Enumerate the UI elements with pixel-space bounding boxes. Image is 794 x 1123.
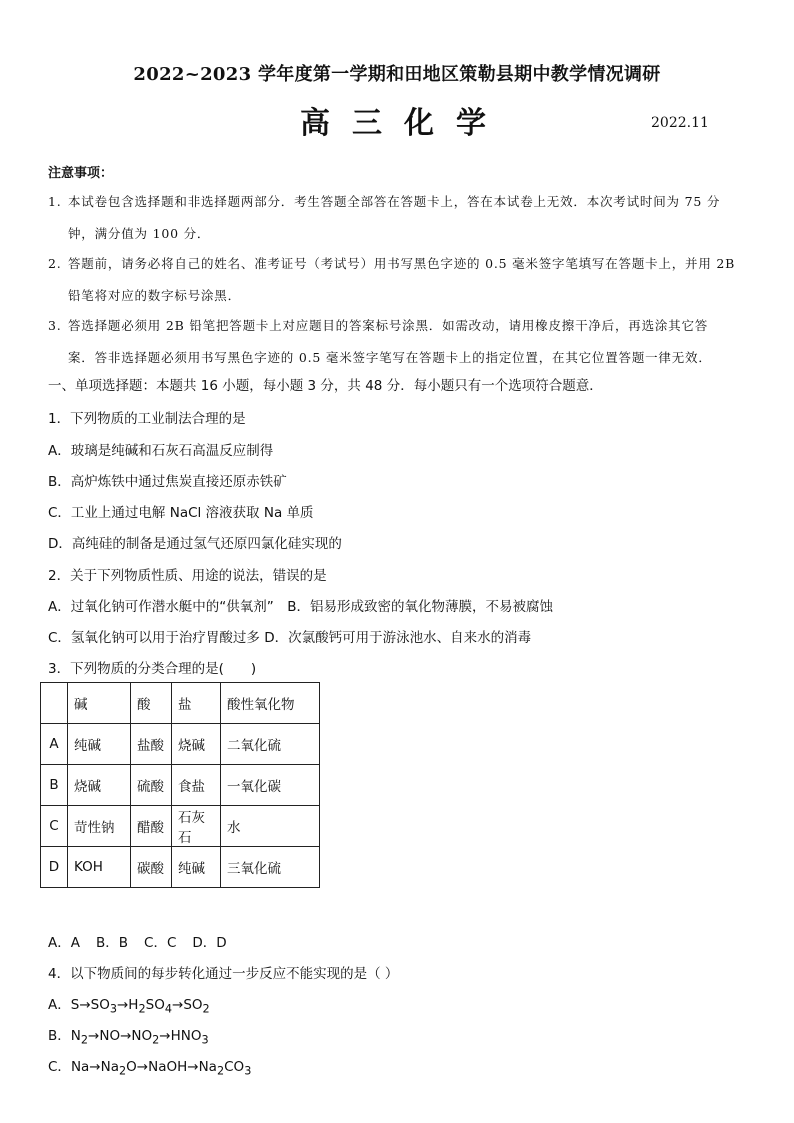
table-cell: C — [41, 806, 68, 847]
formula-subscript: 2 — [216, 1064, 225, 1078]
classification-table — [40, 682, 320, 888]
question-option — [48, 1055, 251, 1078]
formula-subscript: 2 — [138, 1002, 146, 1016]
table-cell: 烧碱 — [68, 765, 131, 806]
question-option: D．高纯硅的制备是通过氢气还原四氯化硅实现的 — [48, 536, 342, 552]
table-row — [41, 847, 320, 888]
formula-part: CO — [224, 1059, 245, 1075]
formula-subscript: 3 — [244, 1064, 252, 1078]
table-cell: B — [41, 765, 68, 806]
note-item — [48, 310, 748, 374]
table-cell: 盐酸 — [131, 724, 172, 765]
formula-part: O→NaOH→Na — [126, 1059, 217, 1075]
formula-part: SO — [145, 997, 165, 1013]
table-cell: 苛性钠 — [68, 806, 131, 847]
question-stem: 4．以下物质间的每步转化通过一步反应不能实现的是（ ） — [48, 966, 399, 982]
notes-heading: 注意事项： — [48, 166, 114, 181]
formula-subscript: 3 — [109, 1002, 117, 1016]
note-text: 本试卷包含选择题和非选择题两部分．考生答题全部答在答题卡上，答在本试卷上无效．本次考试时间为 75 分 — [68, 194, 721, 209]
table-cell: 醋酸 — [131, 806, 172, 847]
question-option — [48, 1024, 209, 1047]
answer-option: C．C — [144, 935, 177, 951]
question-option: B．高炉炼铁中通过焦炭直接还原赤铁矿 — [48, 474, 287, 490]
formula-part: S→SO — [70, 997, 110, 1013]
formula-part: →NO→NO — [88, 1028, 153, 1044]
subject-title: 高三化学 — [300, 106, 508, 141]
formula-part: →HNO — [159, 1028, 202, 1044]
question-stem: 2．关于下列物质性质、用途的说法，错误的是 — [48, 568, 327, 584]
table-cell: 三氧化硫 — [221, 847, 320, 888]
note-number: 2. — [48, 256, 62, 271]
table-cell: 酸 — [131, 683, 172, 724]
formula-part: Na→Na — [70, 1059, 119, 1075]
table-cell: 纯碱 — [68, 724, 131, 765]
formula-subscript: 3 — [201, 1033, 209, 1047]
question-option — [48, 993, 210, 1016]
formula-part: →H — [117, 997, 139, 1013]
note-continuation: 案．答非选择题必须用书写黑色字迹的 0.5 毫米签字笔写在答题卡上的指定位置，在其它位置答题一律无效． — [68, 350, 712, 365]
note-text: 答选择题必须用 2B 铅笔把答题卡上对应题目的答案标号涂黑．如需改动，请用橡皮擦干净后，再选涂其它答 — [68, 318, 709, 333]
note-item — [48, 248, 748, 312]
table-header-row — [41, 683, 320, 724]
table-cell: 二氧化硫 — [221, 724, 320, 765]
table-cell: 水 — [221, 806, 320, 847]
table-cell: 烧碱 — [172, 724, 221, 765]
table-cell: 碳酸 — [131, 847, 172, 888]
table-row — [41, 765, 320, 806]
table-cell: 一氧化碳 — [221, 765, 320, 806]
table-cell: D — [41, 847, 68, 888]
table-cell: 纯碱 — [172, 847, 221, 888]
table-cell: KOH — [68, 847, 131, 888]
question-option: C．氢氧化钠可以用于治疗胃酸过多 D．次氯酸钙可用于游泳池水、自来水的消毒 — [48, 630, 532, 646]
table-cell: A — [41, 724, 68, 765]
answer-option: B．B — [95, 935, 129, 951]
table-cell: 碱 — [68, 683, 131, 724]
formula-subscript: 2 — [80, 1033, 89, 1047]
question-stem: 3．下列物质的分类合理的是( ) — [48, 661, 257, 677]
table-cell: 酸性氧化物 — [221, 683, 320, 724]
formula-subscript: 4 — [164, 1002, 173, 1016]
note-continuation: 铅笔将对应的数字标号涂黑． — [68, 288, 241, 303]
answer-options — [48, 931, 243, 951]
table-row — [41, 724, 320, 765]
note-number: 3. — [48, 318, 62, 333]
exam-date: 2022.11 — [651, 115, 709, 131]
table-cell — [41, 683, 68, 724]
question-stem: 1．下列物质的工业制法合理的是 — [48, 411, 246, 427]
formula-subscript: 2 — [119, 1064, 127, 1078]
question-option: A．玻璃是纯碱和石灰石高温反应制得 — [48, 443, 274, 459]
formula-part: N — [70, 1028, 81, 1044]
table-cell: 食盐 — [172, 765, 221, 806]
note-number: 1. — [48, 194, 62, 209]
formula-part: →SO — [172, 997, 203, 1013]
formula-subscript: 2 — [202, 1002, 210, 1016]
option-label: A． — [48, 997, 71, 1013]
answer-option: A．A — [48, 935, 80, 951]
table-cell: 盐 — [172, 683, 221, 724]
note-text: 答题前，请务必将自己的姓名、准考证号（考试号）用书写黑色字迹的 0.5 毫米签字笔填写在答题卡上，并用 2B — [68, 256, 736, 271]
question-option: C．工业上通过电解 NaCl 溶液获取 Na 单质 — [48, 505, 314, 521]
formula-subscript: 2 — [152, 1033, 160, 1047]
table-cell: 石灰石 — [172, 806, 221, 847]
table-row — [41, 806, 320, 847]
answer-option: D．D — [192, 935, 227, 951]
note-continuation: 钟，满分值为 100 分． — [68, 226, 211, 241]
table-cell: 硫酸 — [131, 765, 172, 806]
option-label: C． — [48, 1059, 71, 1075]
exam-title: 2022~2023 学年度第一学期和田地区策勒县期中教学情况调研 — [133, 64, 661, 85]
section-heading: 一、单项选择题：本题共 16 小题，每小题 3 分，共 48 分．每小题只有一个选项符合题意． — [48, 378, 603, 394]
option-label: B． — [48, 1028, 71, 1044]
note-item — [48, 186, 748, 250]
question-option: A．过氧化钠可作潜水艇中的“供氧剂” B．铝易形成致密的氧化物薄膜，不易被腐蚀 — [48, 599, 553, 615]
